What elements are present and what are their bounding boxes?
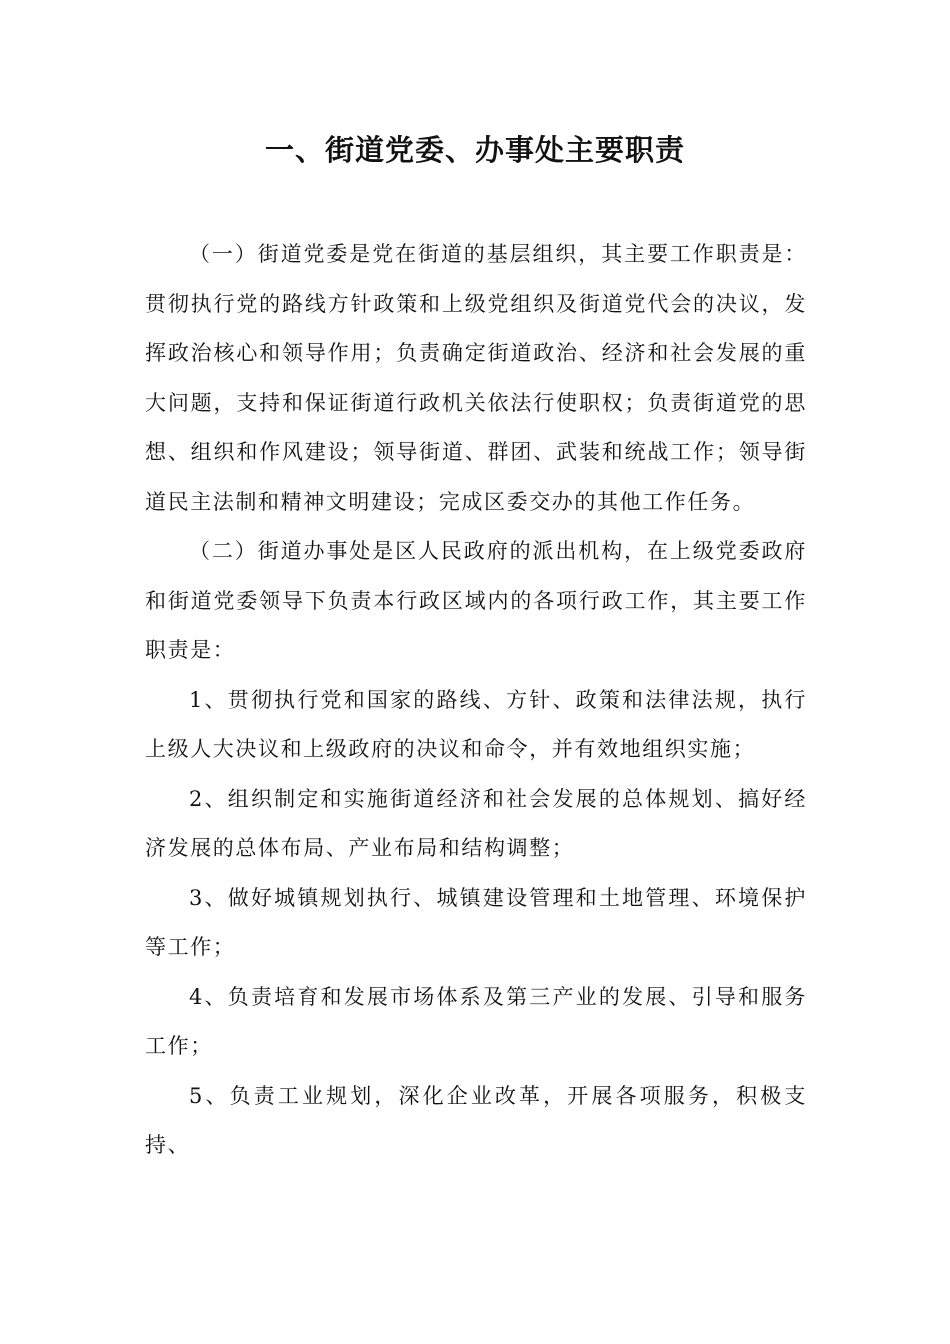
paragraph-duty-3: 3、做好城镇规划执行、城镇建设管理和土地管理、环境保护等工作； (145, 885, 807, 959)
paragraph-duty-2: 2、组织制定和实施街道经济和社会发展的总体规划、搞好经济发展的总体布局、产业布局和结构调整； (145, 786, 807, 860)
paragraph-sub-district-office-intro: （二）街道办事处是区人民政府的派出机构，在上级党委政府和街道党委领导下负责本行政区域内的各项行政工作，其主要工作职责是： (145, 539, 807, 662)
paragraph-party-committee-duties: （一）街道党委是党在街道的基层组织，其主要工作职责是：贯彻执行党的路线方针政策和上级党组织及街道党代会的决议，发挥政治核心和领导作用；负责确定街道政治、经济和社会发展的重大问题，支持和保证街道行政机关依法行使职权；负责街道党的思想、组织和作风建设；领导街道、群团、武装和统战工作；领导街道民主法制和精神文明建设；完成区委交办的其他工作任务。 (145, 242, 807, 514)
paragraph-duty-1: 1、贯彻执行党和国家的路线、方针、政策和法律法规，执行上级人大决议和上级政府的决议和命令，并有效地组织实施； (145, 687, 807, 761)
document-title: 一、街道党委、办事处主要职责 (264, 133, 685, 167)
paragraph-duty-5: 5、负责工业规划，深化企业改革，开展各项服务，积极支持、 (145, 1083, 807, 1157)
document-body (145, 230, 807, 1171)
paragraph-duty-4: 4、负责培育和发展市场体系及第三产业的发展、引导和服务工作； (145, 984, 807, 1058)
